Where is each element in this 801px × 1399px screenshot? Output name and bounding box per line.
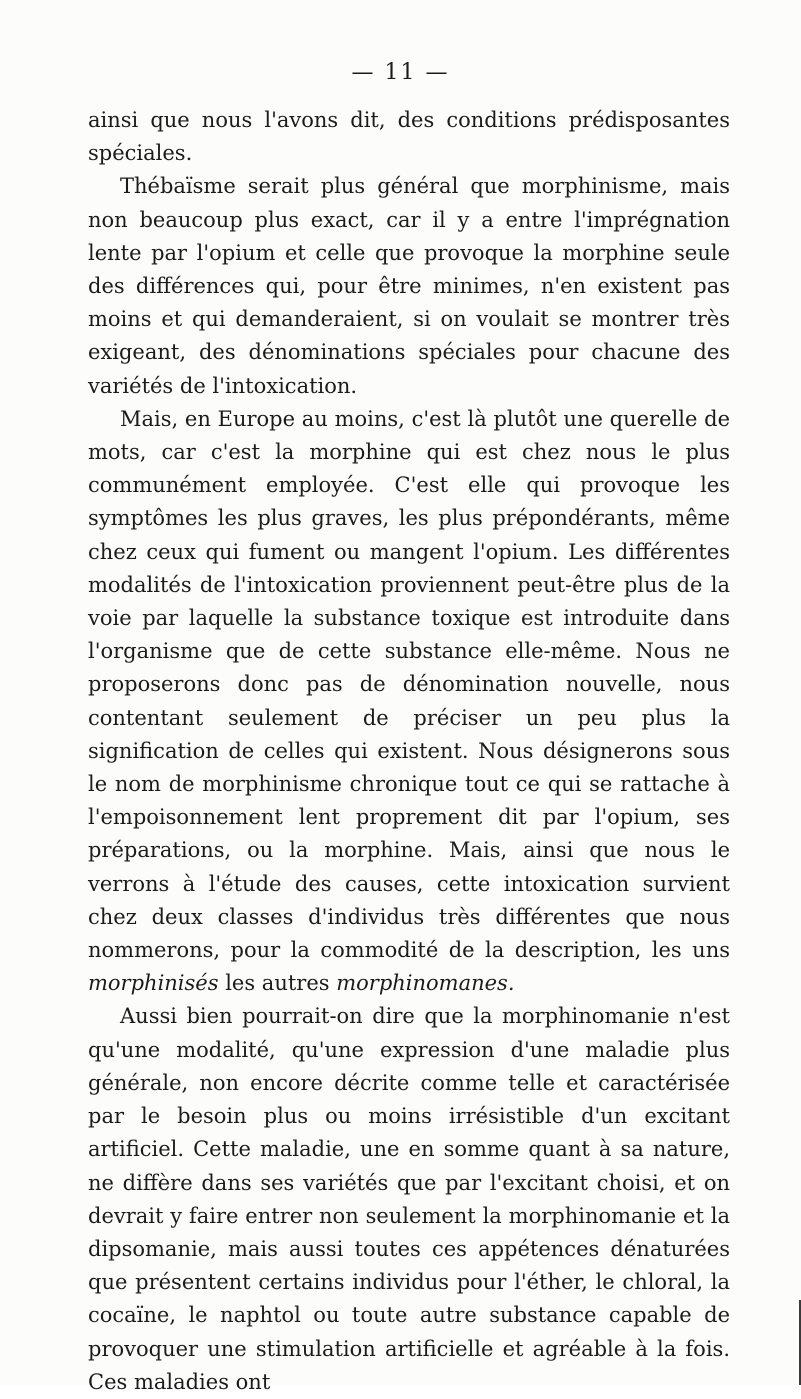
paragraph-text: les autres — [225, 971, 330, 996]
term-morphinises: morphinisés — [88, 971, 219, 996]
body-text — [88, 104, 730, 1399]
term-morphinomanes: morphinomanes. — [336, 971, 515, 996]
paragraph-thebaisme: Thébaïsme serait plus général que morphinisme, mais non beaucoup plus exact, car il y a entre l'imprégnation lente par l'opium et celle que provoque la morphine seule des différences qui, pour être minimes, n'en existent pas moins et qui demanderaient, si on voulait se montrer très exigeant, des dénominations spéciales pour chacune des variétés de l'intoxication. — [88, 174, 730, 398]
paragraph-text: Mais, en Europe au moins, c'est là plutôt une querelle de mots, car c'est la morphine qui est chez nous le plus communément employée. C'est elle qui provoque les symptômes les plus graves, les plus prépondérants, même chez ceux qui fument ou mangent l'opium. Les différentes modalités de l'intoxication proviennent peut-être plus de la voie par laquelle la substance toxique est introduite dans l'organisme que de cette substance elle-même. Nous ne proposerons donc pas de dénomination nouvelle, nous contentant seulement de préciser un peu plus la signification de celles qui existent. Nous désignerons sous le nom de morphinisme chronique tout ce qui se rattache à l'empoisonnement lent proprement dit par l'opium, ses préparations, ou la morphine. Mais, ainsi que nous le verrons à l'étude des causes, cette intoxication survient chez deux classes d'individus très différentes que nous nommerons, pour la commodité de la description, les uns — [88, 406, 730, 963]
paragraph-continuation: ainsi que nous l'avons dit, des conditions prédisposantes spéciales. — [88, 108, 730, 166]
paragraph-morphinomanie: Aussi bien pourrait-on dire que la morphinomanie n'est qu'une modalité, qu'une expression d'une maladie plus générale, non encore décrite comme telle et caractérisée par le besoin plus ou moins irrésistible d'un excitant artificiel. Cette maladie, une en somme quant à sa nature, ne diffère dans ses variétés que par l'excitant choisi, et on devrait y faire entrer non seulement la morphinomanie et la dipsomanie, mais aussi toutes ces appétences dénaturées que présentent certains individus pour l'éther, le chloral, la cocaïne, le naphtol ou toute autre substance capable de provoquer une stimulation artificielle et agréable à la fois. Ces maladies ont — [88, 1004, 730, 1394]
paragraph-morphinisme — [88, 403, 730, 1001]
page-number: — 11 — — [351, 60, 450, 85]
